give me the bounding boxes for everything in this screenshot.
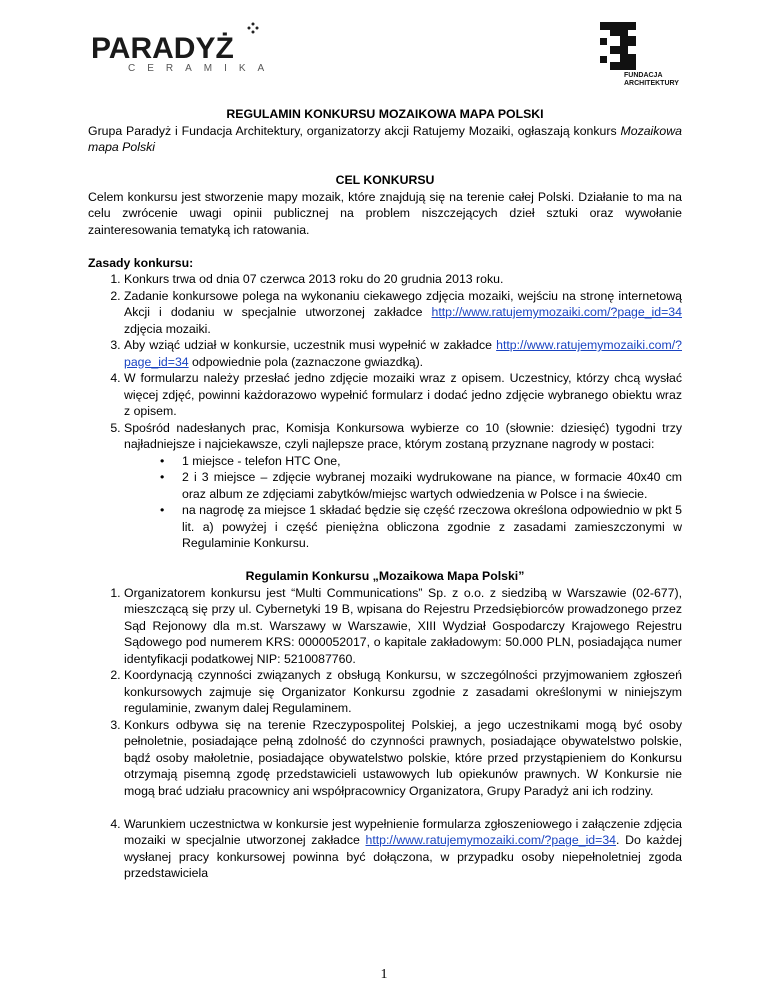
regulations-heading: Regulamin Konkursu „Mozaikowa Mapa Polski” — [245, 569, 525, 583]
logo-dots-icon — [246, 22, 260, 34]
rules-heading: Zasady konkursu: — [88, 255, 194, 270]
prizes-list — [124, 453, 682, 552]
document-body — [88, 106, 682, 882]
goal-paragraph: Celem konkursu jest stworzenie mapy mozaik, które znajdują się na terenie całej Polski. Działanie to ma na celu zwrócenie uwagi opinii publicznej na problem niszczejących dzieł sztuki oraz wywołanie zainteresowania tematyką ich ratowania. — [88, 189, 682, 237]
document-title: REGULAMIN KONKURSU MOZAIKOWA MAPA POLSKI — [226, 107, 544, 121]
goal-heading: CEL KONKURSU — [335, 173, 435, 187]
rules-item-5: 5. Spośród nadesłanych prac, Komisja Konkursowa wybierze co 10 (słownie: dziesięć) tygodni trzy najładniejsze i najciekawsze, czyli najlepsze prace, którym zostaną przyznane nagrody w postaci: • 1 miejsce - telefon HTC One, • 2 i 3 miejsce – zdjęcie wybranej mozaiki wydrukowane na piance, w formacie 40x40 cm oraz album ze zdjęciami zabytków/miejsc wartych odwiedzenia w Polsce i na świecie. • na nagrodę za miejsce 1 składać będzie się część rzeczowa określona odpowiednio w pkt 5 lit. a) powyżej i część pieniężna obliczona zgodnie z zasadami zamieszczonymi w Regulaminie Konkursu. — [124, 420, 682, 552]
regulations-list — [88, 585, 682, 800]
regulations-item-2: 2. Koordynacją czynności związanych z obsługą Konkursu, w szczególności przyjmowaniem zgłoszeń konkursowych zajmuje się Organizator Konkursu zgodnie z zasadami określonymi w niniejszym regulaminie, zwanym dalej Regulaminem. — [124, 667, 682, 717]
prize-item: • 2 i 3 miejsce – zdjęcie wybranej mozaiki wydrukowane na piance, w formacie 40x40 cm oraz album ze zdjęciami zabytków/miejsc wartych odwiedzenia w Polsce i na świecie. — [182, 469, 682, 502]
rules-item-4: 4. W formularzu należy przesłać jedno zdjęcie mozaiki wraz z opisem. Uczestnicy, którzy chcą wysłać więcej zdjęć, powinni każdorazowo wypełnić formularz i dodać jedno zdjęcie wybranego obiektu wraz z opisem. — [124, 370, 682, 420]
intro-text: Grupa Paradyż i Fundacja Architektury, organizatorzy akcji Ratujemy Mozaiki, ogłaszają konkurs — [88, 123, 621, 138]
paradyz-logo — [88, 22, 277, 74]
intro-italic: Mozaikowa mapa Polski — [88, 123, 682, 154]
regulations-item-3: 3. Konkurs odbywa się na terenie Rzeczypospolitej Polskiej, a jego uczestnikami mogą być osoby pełnoletnie, posiadające pełną zdolność do czynności prawnych, posiadające obywatelstwo polskie, bądź osoby małoletnie, posiadające obywatelstwo polskie, które przed przystąpieniem do Konkursu otrzymają pisemną zgodę przedstawicieli ustawowych lub opiekunów prawnych. W Konkursie nie mogą brać udziału pracownicy ani współpracownicy Organizatora, Grupy Paradyż ani ich rodziny. — [124, 717, 682, 800]
fundacja-mark-icon — [598, 20, 638, 72]
prize-item: • 1 miejsce - telefon HTC One, — [182, 453, 682, 470]
fundacja-line1: FUNDACJA — [624, 72, 663, 79]
regulations-item-4: 4. Warunkiem uczestnictwa w konkursie jest wypełnienie formularza zgłoszeniowego i załączenie zdjęcia mozaiki w specjalnie utworzonej zakładce http://www.ratujemymozaiki.com/?page_id=34. Do każdej wysłanej pracy konkursowej powinna być dołączona, w przypadku osoby niepełnoletniej zgoda przedstawiciela — [124, 816, 682, 882]
rules-item-2: 2. Zadanie konkursowe polega na wykonaniu ciekawego zdjęcia mozaiki, wejściu na stronę internetową Akcji i dodaniu w specjalnie utworzonej zakładce http://www.ratujemymozaiki.com/?page_id=34 zdjęcia mozaiki. — [124, 288, 682, 338]
contest-link[interactable]: http://www.ratujemymozaiki.com/?page_id=34 — [124, 338, 682, 369]
rules-list — [88, 271, 682, 552]
prize-item: • na nagrodę za miejsce 1 składać będzie się część rzeczowa określona odpowiednio w pkt 5 lit. a) powyżej i część pieniężna obliczona zgodnie z zasadami zamieszczonymi w Regulaminie Konkursu. — [182, 502, 682, 552]
fundacja-architektury-logo — [594, 20, 679, 92]
ceramika-wordmark: CERAMIKA — [128, 63, 277, 74]
paradyz-wordmark: PARADYŻ — [91, 32, 234, 65]
rules-item-1: 1. Konkurs trwa od dnia 07 czerwca 2013 roku do 20 grudnia 2013 roku. — [124, 271, 682, 288]
fundacja-line2: ARCHITEKTURY — [624, 80, 679, 87]
contest-link[interactable]: http://www.ratujemymozaiki.com/?page_id=34 — [431, 305, 682, 319]
regulations-item-1: 1. Organizatorem konkursu jest “Multi Communications” Sp. z o.o. z siedzibą w Warszawie (02-677), mieszczącą się przy ul. Cybernetyki 19 B, wpisana do Rejestru Przedsiębiorców prowadzonego przez Sąd Rejonowy dla m.st. Warszawy w Warszawie, XIII Wydział Gospodarczy Krajowego Rejestru Sądowego pod numerem KRS: 0000052017, o kapitale zakładowym: 50.000 PLN, posiadająca numer identyfikacji podatkowej NIP: 5210087760. — [124, 585, 682, 668]
fundacja-wordmark — [624, 72, 679, 88]
page-header — [0, 0, 768, 100]
intro-paragraph — [88, 123, 682, 156]
contest-link[interactable]: http://www.ratujemymozaiki.com/?page_id=34 — [365, 833, 617, 847]
page-number: 1 — [380, 967, 388, 982]
regulations-list-cont — [88, 816, 682, 882]
rules-item-3: 3. Aby wziąć udział w konkursie, uczestnik musi wypełnić w zakładce http://www.ratujemymozaiki.com/?page_id=34 odpowiednie pola (zaznaczone gwiazdką). — [124, 337, 682, 370]
